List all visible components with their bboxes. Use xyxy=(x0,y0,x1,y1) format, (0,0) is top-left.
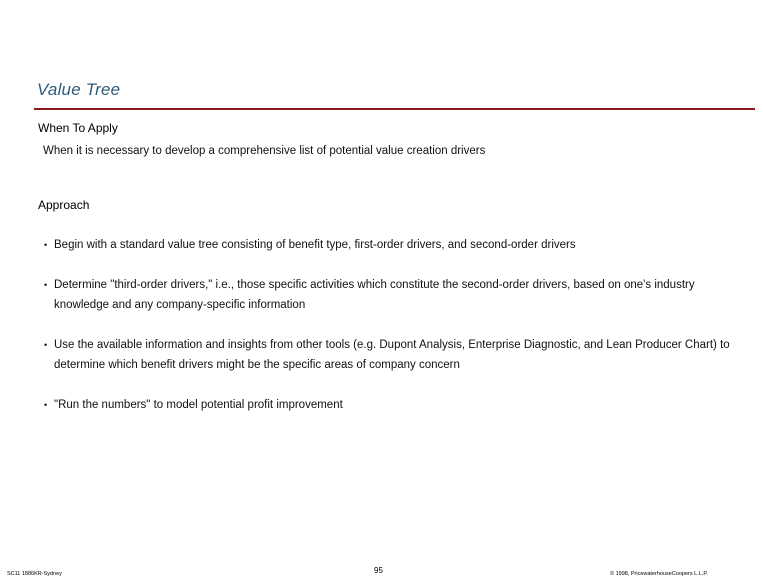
approach-bullet xyxy=(43,335,743,375)
bullet-dot-icon: • xyxy=(44,240,48,250)
approach-bullet xyxy=(43,275,743,315)
page-number: 95 xyxy=(374,566,383,575)
footer-copyright: © 1998, PricewaterhouseCoopers L.L.P. xyxy=(610,571,708,577)
approach-bullet-text: Begin with a standard value tree consisting of benefit type, first-order drivers, and second-order drivers xyxy=(54,239,576,251)
bullet-dot-icon: • xyxy=(44,400,48,410)
approach-bullet-list xyxy=(43,235,743,435)
approach-bullet-text: "Run the numbers" to model potential profit improvement xyxy=(54,399,343,411)
when-to-apply-text: When it is necessary to develop a comprehensive list of potential value creation drivers xyxy=(43,145,486,157)
title-divider xyxy=(34,108,755,110)
approach-bullet xyxy=(43,235,743,255)
bullet-dot-icon: • xyxy=(44,340,48,350)
bullet-dot-icon: • xyxy=(44,280,48,290)
approach-heading: Approach xyxy=(38,198,90,212)
approach-bullet-text: Determine "third-order drivers," i.e., those specific activities which constitute the second-order drivers, based on one's industry knowledge and any company-specific information xyxy=(54,279,695,311)
approach-bullet-text: Use the available information and insights from other tools (e.g. Dupont Analysis, Enterprise Diagnostic, and Lean Producer Chart) to determine which benefit drivers might be the specific areas of company concern xyxy=(54,339,730,371)
page-title: Value Tree xyxy=(37,80,121,99)
footer-document-code: SC11 1886KR-Sydney xyxy=(7,571,62,577)
approach-bullet xyxy=(43,395,743,415)
when-to-apply-heading: When To Apply xyxy=(38,121,118,135)
